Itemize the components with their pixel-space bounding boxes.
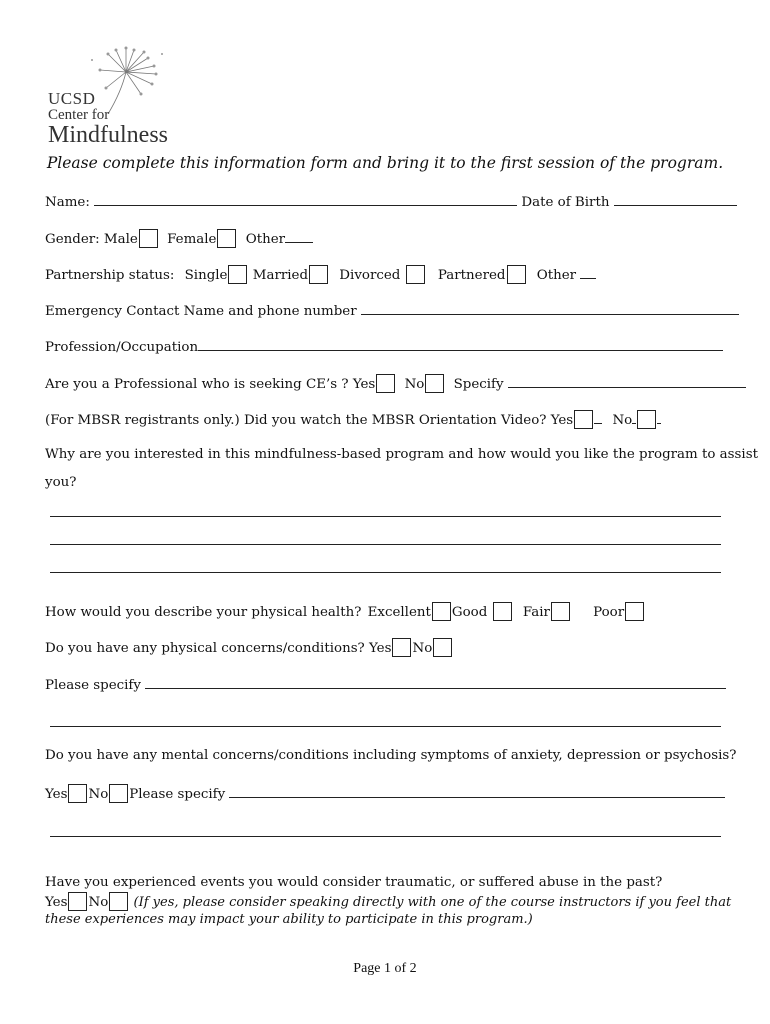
emergency-row: [45, 302, 725, 319]
partnership-other-field[interactable]: [580, 266, 596, 279]
why-answer-line-2[interactable]: [50, 544, 721, 545]
logo-ucsd: UCSD: [48, 89, 96, 108]
trauma-no-checkbox[interactable]: [109, 892, 128, 911]
emergency-field[interactable]: [361, 302, 739, 315]
ces-specify-field[interactable]: [508, 375, 746, 388]
divorced-checkbox[interactable]: [406, 265, 425, 284]
logo-mindfulness: Mindfulness: [48, 122, 168, 148]
mental-no-label: No: [88, 787, 109, 802]
good-checkbox[interactable]: [493, 602, 512, 621]
single-checkbox[interactable]: [228, 265, 247, 284]
mental-no-checkbox[interactable]: [109, 784, 128, 803]
physical-concerns-row: [45, 638, 725, 657]
mental-specify-label: Please specify: [129, 787, 226, 802]
trauma-yes-label: Yes: [45, 895, 68, 910]
name-field[interactable]: [94, 193, 517, 206]
profession-field[interactable]: [198, 338, 723, 351]
fair-label: Fair: [522, 605, 550, 620]
good-label: Good: [451, 605, 488, 620]
emergency-label: Emergency Contact Name and phone number: [45, 304, 357, 319]
health-question: How would you describe your physical health?: [45, 605, 362, 620]
logo-wordmark: [48, 90, 168, 147]
mental-yes-label: Yes: [45, 787, 68, 802]
why-question-line1: Why are you interested in this mindfulness-based program and how would you like the program to assist: [45, 447, 758, 462]
gender-male-label: Gender: Male: [45, 232, 138, 247]
poor-checkbox[interactable]: [625, 602, 644, 621]
mental-question: Do you have any mental concerns/conditions including symptoms of anxiety, depression or psychosis?: [45, 748, 737, 763]
mbsr-yes-line: [594, 411, 602, 424]
dob-field[interactable]: [614, 193, 737, 206]
physical-specify-row: [45, 676, 725, 693]
physical-question: Do you have any physical concerns/conditions? Yes: [45, 641, 392, 656]
name-label: Name:: [45, 195, 90, 210]
partnership-row: [45, 265, 725, 284]
trauma-no-label: No: [88, 895, 109, 910]
ces-no-label: No: [404, 377, 425, 392]
physical-health-row: [45, 602, 725, 621]
mental-answer-row: [45, 784, 725, 803]
mental-specify-field[interactable]: [229, 785, 725, 798]
mbsr-no-line: [632, 411, 636, 424]
physical-specify-field[interactable]: [145, 676, 726, 689]
divorced-label: Divorced: [339, 268, 401, 283]
trauma-question: Have you experienced events you would consider traumatic, or suffered abuse in the past?: [45, 875, 663, 890]
physical-no-checkbox[interactable]: [433, 638, 452, 657]
gender-male-checkbox[interactable]: [139, 229, 158, 248]
page-number: Page 1 of 2: [353, 961, 417, 976]
form-instructions: Please complete this information form and bring it to the first session of the program.: [46, 154, 724, 172]
physical-specify-label: Please specify: [45, 678, 141, 693]
ces-specify-label: Specify: [453, 377, 504, 392]
physical-no-label: No: [412, 641, 433, 656]
ces-question: Are you a Professional who is seeking CE’s ? Yes: [45, 377, 376, 392]
mbsr-no-label: No: [612, 413, 633, 428]
trauma-note-line2: these experiences may impact your ability to participate in this program.): [45, 912, 533, 927]
partnered-checkbox[interactable]: [507, 265, 526, 284]
logo-center-for: Center for: [48, 107, 110, 123]
name-row: [45, 193, 725, 210]
gender-female-label: Female: [167, 232, 217, 247]
dob-label: Date of Birth: [521, 195, 610, 210]
trauma-note-line1: (If yes, please consider speaking directly with one of the course instructors if you feel that: [133, 895, 732, 910]
single-label: Single: [184, 268, 228, 283]
married-checkbox[interactable]: [309, 265, 328, 284]
mbsr-no-line-end: [657, 411, 661, 424]
gender-row: [45, 229, 725, 248]
gender-other-label: Other: [245, 232, 286, 247]
mbsr-no-checkbox[interactable]: [637, 410, 656, 429]
why-answer-line-1[interactable]: [50, 516, 721, 517]
profession-label: Profession/Occupation: [45, 340, 199, 355]
trauma-yes-checkbox[interactable]: [68, 892, 87, 911]
ces-row: [45, 374, 725, 393]
ucsd-mindfulness-logo: [48, 44, 168, 148]
why-answer-line-3[interactable]: [50, 572, 721, 573]
profession-row: [45, 338, 725, 355]
ces-yes-checkbox[interactable]: [376, 374, 395, 393]
married-label: Married: [252, 268, 309, 283]
partnership-other-label: Other: [536, 268, 577, 283]
excellent-label: Excellent: [367, 605, 431, 620]
mental-yes-checkbox[interactable]: [68, 784, 87, 803]
mbsr-question: (For MBSR registrants only.) Did you watch the MBSR Orientation Video? Yes: [45, 413, 574, 428]
poor-label: Poor: [593, 605, 625, 620]
fair-checkbox[interactable]: [551, 602, 570, 621]
gender-other-field[interactable]: [285, 230, 313, 243]
mbsr-row: [45, 410, 725, 429]
mbsr-yes-checkbox[interactable]: [574, 410, 593, 429]
gender-female-checkbox[interactable]: [217, 229, 236, 248]
physical-yes-checkbox[interactable]: [392, 638, 411, 657]
mental-specify-line-2[interactable]: [50, 836, 721, 837]
excellent-checkbox[interactable]: [432, 602, 451, 621]
ces-no-checkbox[interactable]: [425, 374, 444, 393]
why-question-line2: you?: [45, 475, 77, 490]
trauma-answer-row: [45, 892, 732, 911]
partnership-label: Partnership status:: [45, 268, 175, 283]
partnered-label: Partnered: [437, 268, 506, 283]
physical-specify-line-2[interactable]: [50, 726, 721, 727]
